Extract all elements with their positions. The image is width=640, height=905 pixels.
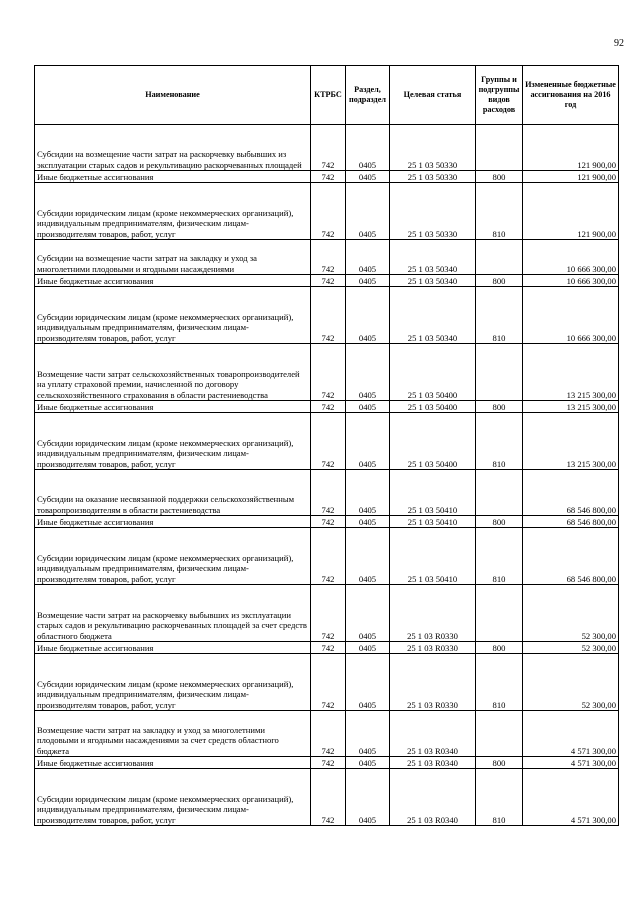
row-ktrbs: 742 [311, 757, 346, 769]
row-target: 25 1 03 R0340 [390, 757, 476, 769]
header-section: Раздел, подраздел [346, 66, 390, 125]
row-target: 25 1 03 R0340 [390, 769, 476, 826]
row-section: 0405 [346, 125, 390, 171]
row-ktrbs: 742 [311, 275, 346, 287]
table-row [35, 757, 619, 769]
row-amount: 68 546 800,00 [523, 470, 619, 516]
row-amount: 13 215 300,00 [523, 413, 619, 470]
row-group: 810 [476, 528, 523, 585]
row-group: 800 [476, 516, 523, 528]
row-amount: 10 666 300,00 [523, 275, 619, 287]
row-target: 25 1 03 R0330 [390, 585, 476, 642]
row-section: 0405 [346, 171, 390, 183]
row-amount: 4 571 300,00 [523, 769, 619, 826]
row-ktrbs: 742 [311, 642, 346, 654]
row-group [476, 344, 523, 401]
header-group: Группы и подгруппы видов расходов [476, 66, 523, 125]
row-ktrbs: 742 [311, 516, 346, 528]
row-target: 25 1 03 50330 [390, 125, 476, 171]
row-amount: 68 546 800,00 [523, 516, 619, 528]
row-section: 0405 [346, 240, 390, 275]
row-name: Иные бюджетные ассигнования [35, 642, 311, 654]
row-amount: 10 666 300,00 [523, 287, 619, 344]
row-name: Иные бюджетные ассигнования [35, 757, 311, 769]
table-row [35, 413, 619, 470]
row-group: 810 [476, 183, 523, 240]
table-row [35, 711, 619, 757]
row-ktrbs: 742 [311, 125, 346, 171]
table-row [35, 470, 619, 516]
row-group: 810 [476, 654, 523, 711]
row-name: Субсидии на возмещение части затрат на закладку и уход за многолетними плодовыми и ягодными насаждениями [35, 240, 311, 275]
row-group [476, 711, 523, 757]
row-target: 25 1 03 50410 [390, 470, 476, 516]
row-section: 0405 [346, 757, 390, 769]
table-row [35, 240, 619, 275]
table-row [35, 516, 619, 528]
row-group [476, 240, 523, 275]
row-group [476, 470, 523, 516]
row-target: 25 1 03 50410 [390, 516, 476, 528]
row-amount: 52 300,00 [523, 654, 619, 711]
row-name: Иные бюджетные ассигнования [35, 275, 311, 287]
row-amount: 121 900,00 [523, 171, 619, 183]
row-section: 0405 [346, 711, 390, 757]
row-group: 810 [476, 413, 523, 470]
table-row [35, 171, 619, 183]
row-group [476, 585, 523, 642]
row-ktrbs: 742 [311, 654, 346, 711]
row-amount: 10 666 300,00 [523, 240, 619, 275]
row-target: 25 1 03 R0330 [390, 654, 476, 711]
row-section: 0405 [346, 585, 390, 642]
row-name: Субсидии юридическим лицам (кроме некоммерческих организаций), индивидуальным предпринимателям, физическим лицам-производителям товаров, работ, услуг [35, 528, 311, 585]
table-row [35, 642, 619, 654]
header-amount: Измененные бюджетные ассигнования на 2016 год [523, 66, 619, 125]
row-group: 800 [476, 171, 523, 183]
row-amount: 52 300,00 [523, 642, 619, 654]
header-ktrbs: КТРБС [311, 66, 346, 125]
row-ktrbs: 742 [311, 183, 346, 240]
row-section: 0405 [346, 275, 390, 287]
row-name: Иные бюджетные ассигнования [35, 516, 311, 528]
row-target: 25 1 03 50330 [390, 183, 476, 240]
row-target: 25 1 03 R0340 [390, 711, 476, 757]
row-name: Субсидии юридическим лицам (кроме некоммерческих организаций), индивидуальным предпринимателям, физическим лицам-производителям товаров, работ, услуг [35, 183, 311, 240]
row-group: 810 [476, 769, 523, 826]
row-amount: 13 215 300,00 [523, 344, 619, 401]
row-name: Иные бюджетные ассигнования [35, 171, 311, 183]
row-name: Субсидии юридическим лицам (кроме некоммерческих организаций), индивидуальным предпринимателям, физическим лицам-производителям товаров, работ, услуг [35, 413, 311, 470]
row-section: 0405 [346, 470, 390, 516]
row-name: Возмещение части затрат на закладку и уход за многолетними плодовыми и ягодными насаждениями за счет средств областного бюджета [35, 711, 311, 757]
table-header-row [35, 66, 619, 125]
row-target: 25 1 03 50400 [390, 413, 476, 470]
row-ktrbs: 742 [311, 711, 346, 757]
row-target: 25 1 03 50340 [390, 240, 476, 275]
row-section: 0405 [346, 183, 390, 240]
row-target: 25 1 03 50410 [390, 528, 476, 585]
row-target: 25 1 03 R0330 [390, 642, 476, 654]
row-amount: 68 546 800,00 [523, 528, 619, 585]
row-section: 0405 [346, 287, 390, 344]
row-target: 25 1 03 50400 [390, 344, 476, 401]
table-row [35, 401, 619, 413]
row-name: Субсидии юридическим лицам (кроме некоммерческих организаций), индивидуальным предпринимателям, физическим лицам-производителям товаров, работ, услуг [35, 654, 311, 711]
budget-table [34, 65, 619, 826]
row-name: Возмещение части затрат на раскорчевку выбывших из эксплуатации старых садов и рекультивацию раскорчеванных площадей за счет средств областного бюджета [35, 585, 311, 642]
row-ktrbs: 742 [311, 769, 346, 826]
table-row [35, 275, 619, 287]
row-group [476, 125, 523, 171]
row-group: 800 [476, 401, 523, 413]
row-amount: 121 900,00 [523, 183, 619, 240]
row-section: 0405 [346, 642, 390, 654]
table-row [35, 769, 619, 826]
row-section: 0405 [346, 528, 390, 585]
row-target: 25 1 03 50340 [390, 275, 476, 287]
row-name: Субсидии на оказание несвязанной поддержки сельскохозяйственным товаропроизводителям в области растениеводства [35, 470, 311, 516]
table-row [35, 344, 619, 401]
row-name: Возмещение части затрат сельскохозяйственных товаропроизводителей на уплату страховой премии, начисленной по договору сельскохозяйственного страхования в области растениеводства [35, 344, 311, 401]
row-target: 25 1 03 50330 [390, 171, 476, 183]
table-row [35, 125, 619, 171]
row-amount: 121 900,00 [523, 125, 619, 171]
row-group: 810 [476, 287, 523, 344]
row-ktrbs: 742 [311, 344, 346, 401]
row-ktrbs: 742 [311, 585, 346, 642]
row-ktrbs: 742 [311, 287, 346, 344]
table-row [35, 585, 619, 642]
row-amount: 4 571 300,00 [523, 711, 619, 757]
row-section: 0405 [346, 413, 390, 470]
table-row [35, 654, 619, 711]
row-ktrbs: 742 [311, 401, 346, 413]
row-section: 0405 [346, 654, 390, 711]
header-target: Целевая статья [390, 66, 476, 125]
row-group: 800 [476, 275, 523, 287]
row-name: Иные бюджетные ассигнования [35, 401, 311, 413]
row-ktrbs: 742 [311, 171, 346, 183]
row-name: Субсидии юридическим лицам (кроме некоммерческих организаций), индивидуальным предпринимателям, физическим лицам-производителям товаров, работ, услуг [35, 287, 311, 344]
row-group: 800 [476, 642, 523, 654]
row-target: 25 1 03 50340 [390, 287, 476, 344]
row-name: Субсидии юридическим лицам (кроме некоммерческих организаций), индивидуальным предпринимателям, физическим лицам-производителям товаров, работ, услуг [35, 769, 311, 826]
row-amount: 13 215 300,00 [523, 401, 619, 413]
row-name: Субсидии на возмещение части затрат на раскорчевку выбывших из эксплуатации старых садов и рекультивацию раскорчеванных площадей [35, 125, 311, 171]
table-row [35, 287, 619, 344]
row-ktrbs: 742 [311, 413, 346, 470]
row-section: 0405 [346, 769, 390, 826]
table-row [35, 528, 619, 585]
row-ktrbs: 742 [311, 470, 346, 516]
row-section: 0405 [346, 344, 390, 401]
row-ktrbs: 742 [311, 240, 346, 275]
row-target: 25 1 03 50400 [390, 401, 476, 413]
row-amount: 52 300,00 [523, 585, 619, 642]
row-amount: 4 571 300,00 [523, 757, 619, 769]
page-number: 92 [614, 38, 624, 49]
header-name: Наименование [35, 66, 311, 125]
row-section: 0405 [346, 401, 390, 413]
table-row [35, 183, 619, 240]
row-ktrbs: 742 [311, 528, 346, 585]
row-section: 0405 [346, 516, 390, 528]
row-group: 800 [476, 757, 523, 769]
